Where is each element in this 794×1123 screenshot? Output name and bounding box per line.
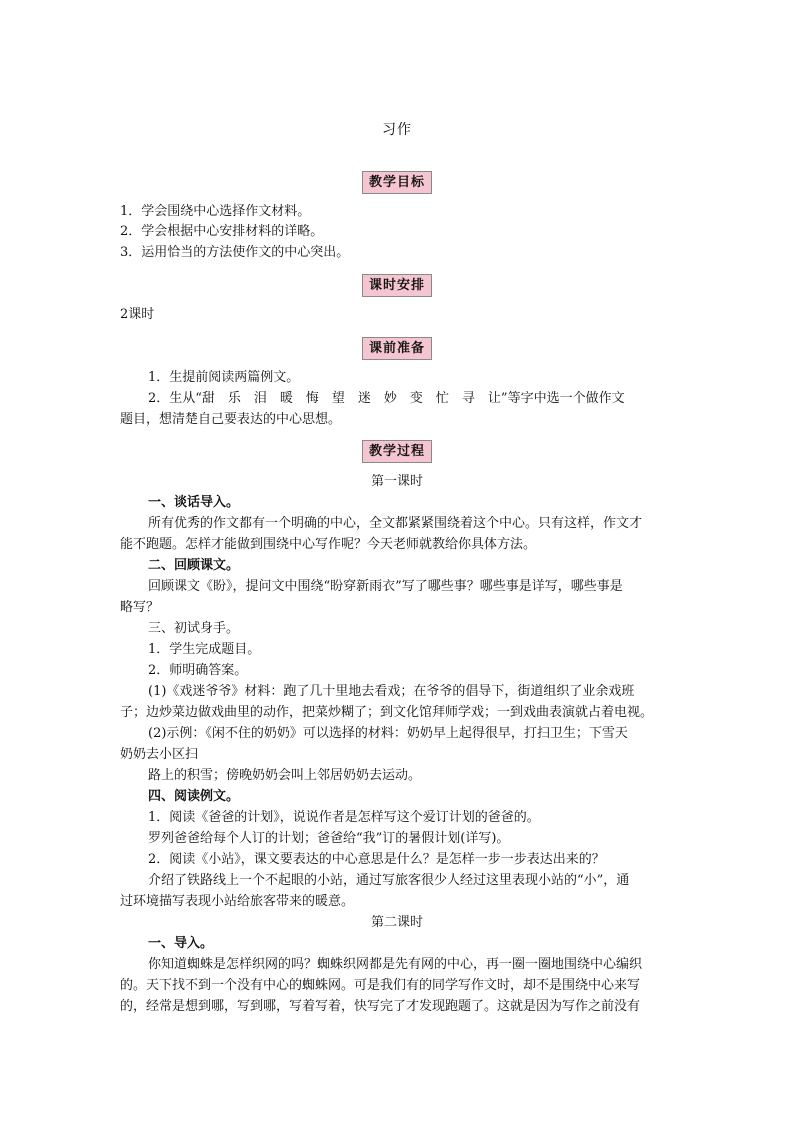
paragraph-line: 过环境描写表现小站给旅客带来的暖意。: [120, 894, 355, 909]
process-heading-wrap: [0, 440, 794, 463]
page-title: 习作: [382, 122, 412, 138]
paragraph-line: (1)《戏迷爷爷》材料：跑了几十里地去看戏；在爷爷的倡导下，街道组织了业余戏班: [148, 684, 635, 699]
paragraph-line: 略写？: [120, 600, 160, 615]
goal-item: 1．学会围绕中心选择作文材料。: [120, 204, 311, 219]
lesson1-section-heading: 三、初试身手。: [148, 621, 240, 636]
goal-item: 2．学会根据中心安排材料的详略。: [120, 224, 324, 239]
section-heading-schedule: 课时安排: [362, 274, 432, 297]
paragraph-line: (2)示例：《闲不住的奶奶》可以选择的材料：奶奶早上起得很早，打扫卫生；下雪天: [148, 726, 628, 741]
paragraph-line: 你知道蜘蛛是怎样织网的吗？蜘蛛织网都是先有网的中心，再一圈一圈地围绕中心编织: [148, 957, 643, 972]
paragraph-line: 奶奶去小区扫: [120, 747, 199, 762]
paragraph-line: 介绍了铁路线上一个不起眼的小站，通过写旅客很少人经过这里表现小站的“小”，通: [148, 873, 630, 888]
paragraph-line: 回顾课文《盼》，提问文中围绕“盼穿新雨衣”写了哪些事？哪些事是详写，哪些事是: [148, 579, 623, 594]
paragraph-line: 罗列爸爸给每个人订的计划；爸爸给“我”订的暑假计划(详写)。: [148, 831, 510, 846]
goals-heading-wrap: [0, 171, 794, 194]
schedule-text: 2课时: [120, 307, 155, 322]
prep-item: 2．生从“甜 乐 泪 暖 悔 望 迷 妙 变 忙 寻 让”等字中选一个做作文: [148, 391, 625, 406]
list-item: 2．师明确答案。: [148, 663, 248, 678]
paragraph-line: 子；边炒菜边做戏曲里的动作，把菜炒糊了；到文化馆拜师学戏；一到戏曲表演就占着电视。: [120, 705, 654, 720]
lesson2-section-heading: 一、导入。: [148, 936, 214, 951]
prep-item: 1．生提前阅读两篇例文。: [148, 370, 300, 385]
schedule-heading-wrap: [0, 274, 794, 297]
list-item: 1．学生完成题目。: [148, 642, 261, 657]
section-heading-prep: 课前准备: [362, 337, 432, 360]
paragraph-line: 的，经常是想到哪，写到哪，写着写着，快写完了才发现跑题了。这就是因为写作之前没有: [120, 999, 641, 1014]
lesson1-title: 第一课时: [370, 474, 423, 489]
paragraph-line: 路上的积雪；傍晚奶奶会叫上邻居奶奶去运动。: [148, 768, 422, 783]
lesson1-section-heading: 一、谈话导入。: [148, 495, 240, 510]
paragraph-line: 所有优秀的作文都有一个明确的中心，全文都紧紧围绕着这个中心。只有这样，作文才: [148, 516, 643, 531]
paragraph-line: 能不跑题。怎样才能做到围绕中心写作呢？今天老师就教给你具体方法。: [120, 537, 537, 552]
lesson1-section-heading: 四、阅读例文。: [148, 789, 240, 804]
prep-item-continued: 题目，想清楚自己要表达的中心思想。: [120, 412, 342, 427]
lesson1-section-heading: 二、回顾课文。: [148, 558, 240, 573]
section-heading-process: 教学过程: [362, 440, 432, 463]
goal-item: 3．运用恰当的方法使作文的中心突出。: [120, 245, 350, 260]
list-item: 2．阅读《小站》，课文要表达的中心意思是什么？是怎样一步一步表达出来的？: [148, 852, 605, 867]
lesson2-title: 第二课时: [370, 915, 423, 930]
paragraph-line: 的。天下找不到一个没有中心的蜘蛛网。可是我们有的同学写作文时，却不是围绕中心来写: [120, 978, 641, 993]
prep-heading-wrap: [0, 337, 794, 360]
list-item: 1．阅读《爸爸的计划》，说说作者是怎样写这个爱订计划的爸爸的。: [148, 810, 540, 825]
section-heading-goals: 教学目标: [362, 171, 432, 194]
